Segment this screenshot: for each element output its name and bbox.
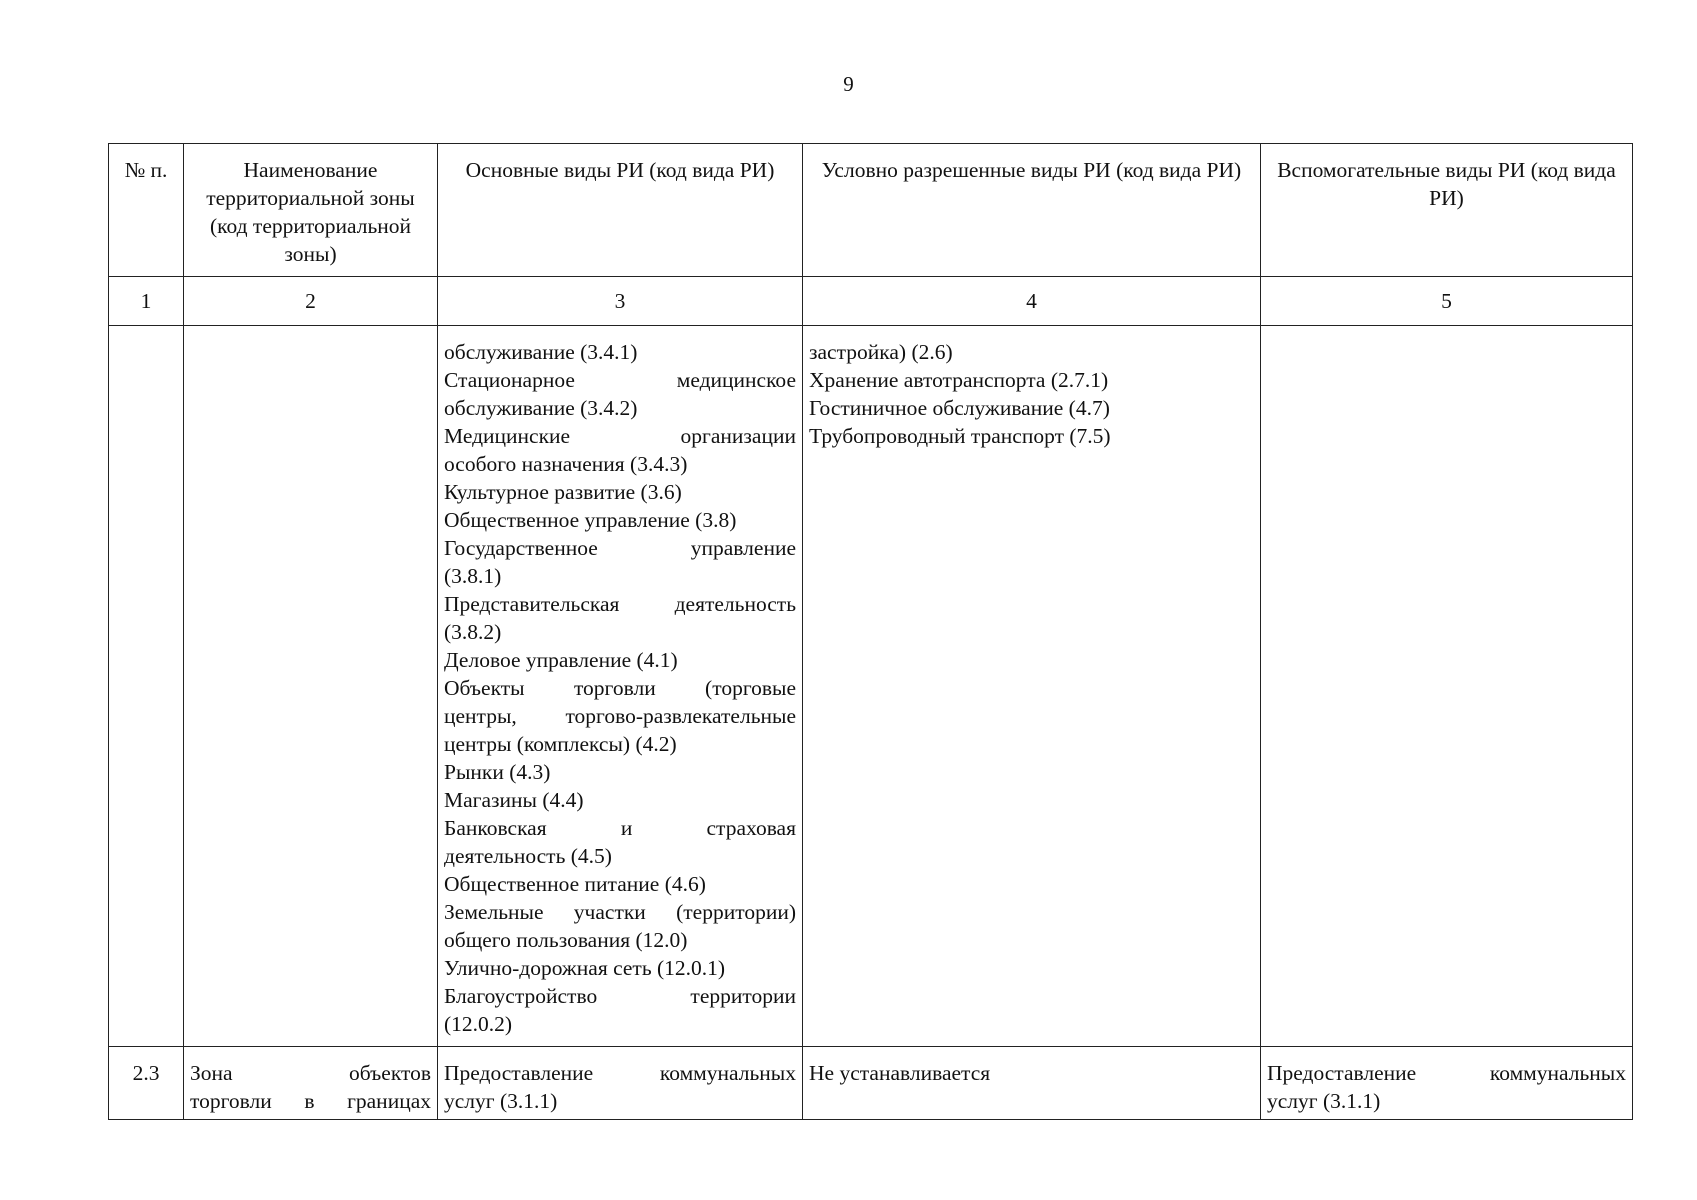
main-use-line: Благоустройство территории [444, 984, 796, 1008]
main-use-line: центры, торгово-развлекательные [444, 704, 796, 728]
zone-name-line: торговли в границах [190, 1089, 431, 1113]
header-conditional-uses: Условно разрешенные виды РИ (код вида РИ) [803, 144, 1261, 277]
main-use-line: (12.0.2) [444, 1012, 513, 1036]
table-row-continued [109, 326, 1633, 1047]
auxiliary-use-line: услуг (3.1.1) [1267, 1089, 1381, 1113]
main-use-line: Предоставление коммунальных [444, 1061, 796, 1085]
column-number: 2 [184, 277, 438, 326]
table-header-row [109, 144, 1633, 277]
main-use-line: Государственное управление [444, 536, 796, 560]
main-use-line: обслуживание (3.4.1) [444, 340, 638, 364]
auxiliary-use-line: Предоставление коммунальных [1267, 1061, 1626, 1085]
main-use-line: Культурное развитие (3.6) [444, 480, 682, 504]
main-use-line: центры (комплексы) (4.2) [444, 732, 677, 756]
main-use-line: Улично-дорожная сеть (12.0.1) [444, 956, 726, 980]
zone-name-line: Зона объектов [190, 1061, 431, 1085]
main-use-line: Магазины (4.4) [444, 788, 584, 812]
main-use-line: Стационарное медицинское [444, 368, 796, 392]
cell-conditional-uses [803, 326, 1261, 1047]
header-zone-name: Наименование территориальной зоны (код территориальной зоны) [184, 144, 438, 277]
main-use-line: Рынки (4.3) [444, 760, 551, 784]
main-use-line: обслуживание (3.4.2) [444, 396, 638, 420]
main-use-line: деятельность (4.5) [444, 844, 612, 868]
cell-auxiliary-uses [1261, 1047, 1633, 1120]
cell-row-number: 2.3 [109, 1047, 184, 1120]
header-number: № п. [109, 144, 184, 277]
cell-main-uses [438, 1047, 803, 1120]
header-main-uses: Основные виды РИ (код вида РИ) [438, 144, 803, 277]
cell-zone-name [184, 1047, 438, 1120]
main-use-line: (3.8.1) [444, 564, 502, 588]
cell-conditional-uses [803, 1047, 1261, 1120]
column-number: 1 [109, 277, 184, 326]
main-use-line: Представительская деятельность [444, 592, 796, 616]
conditional-use-text: Не устанавливается [809, 1061, 991, 1085]
conditional-use-line: Гостиничное обслуживание (4.7) [809, 396, 1110, 420]
cell-number-empty [109, 326, 184, 1047]
table-row-2-3 [109, 1047, 1633, 1120]
cell-zone-name-empty [184, 326, 438, 1047]
conditional-use-line: Трубопроводный транспорт (7.5) [809, 424, 1111, 448]
main-use-line: услуг (3.1.1) [444, 1089, 558, 1113]
main-use-line: (3.8.2) [444, 620, 502, 644]
column-number: 4 [803, 277, 1261, 326]
column-number: 3 [438, 277, 803, 326]
zones-table [108, 143, 1633, 1120]
conditional-use-line: застройка) (2.6) [809, 340, 953, 364]
main-use-line: Общественное управление (3.8) [444, 508, 737, 532]
cell-main-uses [438, 326, 803, 1047]
main-use-line: Деловое управление (4.1) [444, 648, 678, 672]
main-use-line: Банковская и страховая [444, 816, 796, 840]
header-auxiliary-uses: Вспомогательные виды РИ (код вида РИ) [1261, 144, 1633, 277]
main-use-line: общего пользования (12.0) [444, 928, 688, 952]
main-use-line: особого назначения (3.4.3) [444, 452, 688, 476]
main-use-line: Общественное питание (4.6) [444, 872, 706, 896]
main-use-line: Земельные участки (территории) [444, 900, 796, 924]
page-number: 9 [843, 72, 854, 96]
column-number: 5 [1261, 277, 1633, 326]
main-use-line: Медицинские организации [444, 424, 796, 448]
column-number-row [109, 277, 1633, 326]
cell-auxiliary-uses-empty [1261, 326, 1633, 1047]
conditional-use-line: Хранение автотранспорта (2.7.1) [809, 368, 1109, 392]
main-use-line: Объекты торговли (торговые [444, 676, 796, 700]
